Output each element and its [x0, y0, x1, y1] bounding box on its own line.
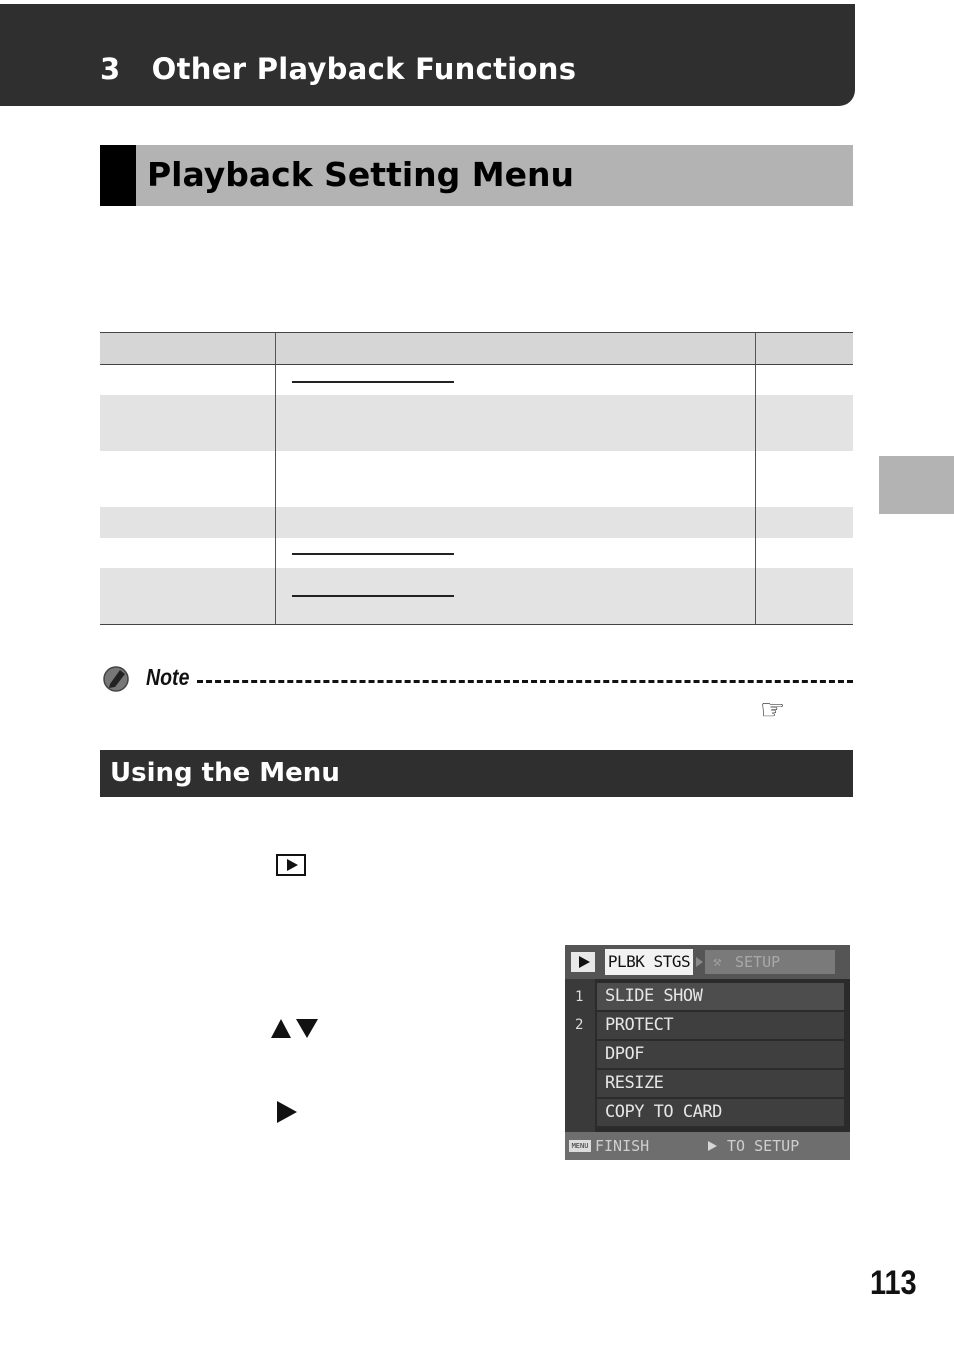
link-underline: [292, 595, 454, 597]
table-header-row: [100, 332, 853, 365]
menu-item-dpof[interactable]: DPOF: [597, 1041, 844, 1068]
table-cell: [100, 451, 276, 507]
tab-setup-label: SETUP: [735, 953, 781, 971]
table-cell: [276, 568, 756, 624]
finish-hint: FINISH: [595, 1137, 650, 1155]
tab-arrow-icon: [696, 957, 703, 967]
table-cell: [100, 507, 276, 538]
page-indicator: [565, 979, 595, 1132]
menu-item-resize[interactable]: RESIZE: [597, 1070, 844, 1097]
tab-setup[interactable]: [705, 950, 835, 974]
table-cell: [100, 538, 276, 568]
page-number-1: 1: [575, 989, 584, 1005]
table-row: [100, 538, 853, 568]
table-row: [100, 568, 853, 625]
to-setup-hint: TO SETUP: [727, 1137, 800, 1155]
table-cell: [756, 451, 853, 507]
table-cell: [276, 507, 756, 538]
note-pencil-icon: [102, 664, 130, 692]
table-cell: [100, 568, 276, 624]
chapter-side-tab: [879, 456, 954, 514]
table-cell: [276, 365, 756, 395]
table-cell: [100, 365, 276, 395]
note-label: Note: [146, 664, 190, 690]
table-cell: [276, 395, 756, 451]
subsection-title: Using the Menu: [110, 758, 340, 788]
table-row: [100, 365, 853, 395]
table-cell: [756, 365, 853, 395]
menu-button-icon: MENU: [569, 1140, 591, 1152]
table-row: [100, 451, 853, 507]
menu-item-protect[interactable]: PROTECT: [597, 1012, 844, 1039]
note-divider: [197, 680, 853, 683]
chapter-title: 3 Other Playback Functions: [100, 52, 577, 86]
table-cell: [756, 507, 853, 538]
subsection-header: [100, 750, 853, 797]
chapter-header-bar: [0, 4, 855, 106]
section-title: Playback Setting Menu: [147, 155, 574, 194]
menu-item-copy-to-card[interactable]: COPY TO CARD: [597, 1099, 844, 1126]
page-number: 113: [870, 1264, 917, 1302]
link-underline: [292, 553, 454, 555]
playback-mode-icon: [571, 952, 595, 972]
link-underline: [292, 381, 454, 383]
right-arrow-icon: [708, 1141, 717, 1151]
table-cell: [756, 568, 853, 624]
table-cell: [756, 395, 853, 451]
settings-table: [100, 332, 853, 625]
camera-menu-screen: [565, 945, 850, 1160]
table-row: [100, 507, 853, 538]
tab-playback-settings[interactable]: PLBK STGS: [605, 949, 693, 975]
right-button-icon: [277, 1101, 297, 1123]
table-row: [100, 395, 853, 451]
table-cell: [100, 395, 276, 451]
screen-footer: [565, 1132, 850, 1160]
table-header-cell: [756, 333, 853, 364]
table-header-cell: [100, 333, 276, 364]
up-down-button-icon: [270, 1017, 320, 1039]
wrench-icon: ⚒: [713, 954, 722, 970]
page-number-2: 2: [575, 1017, 584, 1033]
playback-button-icon: [276, 854, 306, 876]
pointing-hand-icon: ☞: [760, 694, 786, 725]
table-cell: [756, 538, 853, 568]
section-header: [100, 145, 853, 206]
menu-item-slide-show[interactable]: SLIDE SHOW: [597, 983, 844, 1010]
table-cell: [276, 451, 756, 507]
table-cell: [276, 538, 756, 568]
table-header-cell: [276, 333, 756, 364]
section-marker: [100, 145, 136, 206]
